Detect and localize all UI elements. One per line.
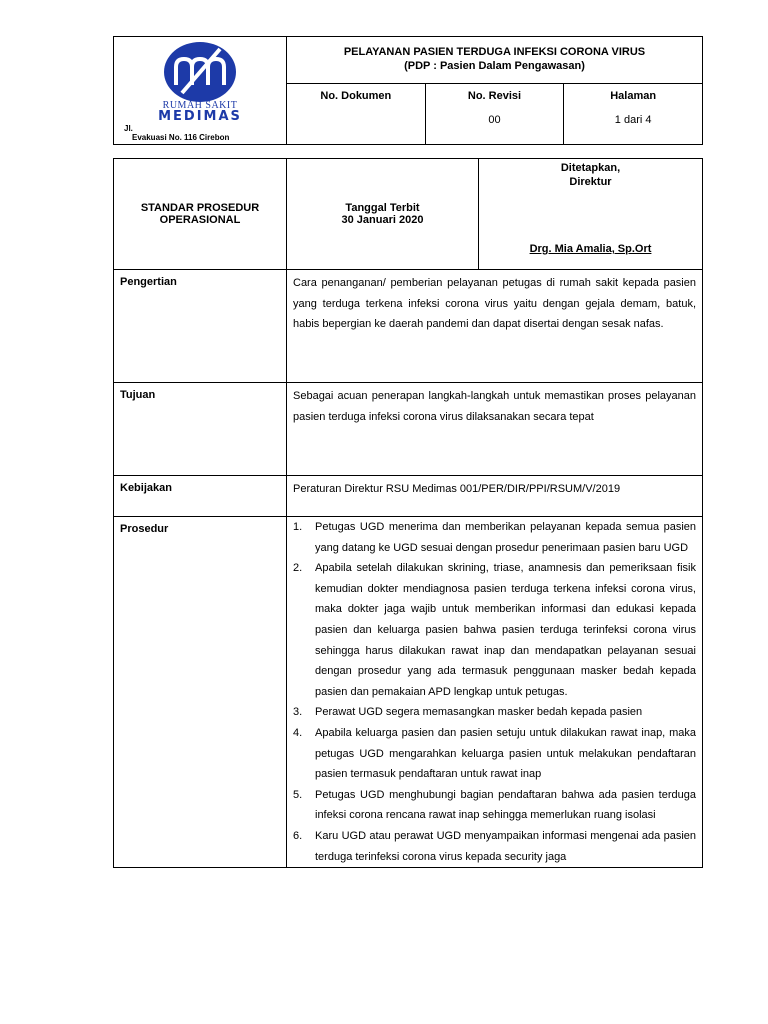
title-line1: PELAYANAN PASIEN TERDUGA INFEKSI CORONA VIRUS	[343, 46, 646, 58]
halaman-label: Halaman	[610, 90, 657, 102]
no-revisi-cell	[425, 84, 564, 145]
list-item: 4. Apabila keluarga pasien dan pasien setuju untuk dilakukan rawat inap, maka petugas UGD mengarahkan keluarga pasien untuk melakukan pendaftaran pasien termasuk pendaftaran untuk rawat inap	[293, 726, 696, 781]
hospital-logo-icon	[162, 41, 238, 103]
signer-name: Drg. Mia Amalia, Sp.Ort	[529, 243, 652, 255]
sop-type-line1: STANDAR PROSEDUR	[140, 202, 260, 214]
kebijakan-label: Kebijakan	[114, 476, 287, 517]
no-revisi-label: No. Revisi	[467, 90, 522, 102]
pengertian-text: Cara penanganan/ pemberian pelayanan petugas di rumah sakit kepada pasien yang terduga terkena infeksi corona virus yaitu dengan gejala demam, batuk, habis bepergian ke daerah pandemi dan dapat disertai dengan sesak nafas.	[287, 270, 703, 383]
no-revisi-value: 00	[488, 114, 501, 126]
hospital-brand: MEDIMAS	[158, 109, 242, 124]
sop-table	[113, 158, 703, 868]
sop-type-cell	[114, 159, 287, 270]
address-jl: Jl.	[124, 124, 133, 133]
prosedur-cell	[287, 517, 703, 868]
terbit-date: 30 Januari 2020	[341, 214, 424, 226]
list-item: 6. Karu UGD atau perawat UGD menyampaikan informasi mengenai ada pasien terduga terinfeksi corona virus kepada security jaga	[293, 829, 696, 863]
terbit-label: Tanggal Terbit	[345, 202, 420, 214]
title-line2: (PDP : Pasien Dalam Pengawasan)	[404, 60, 585, 72]
no-dokumen-label: No. Dokumen	[320, 90, 392, 102]
prosedur-label: Prosedur	[114, 517, 287, 868]
list-item: 1. Petugas UGD menerima dan memberikan pelayanan kepada semua pasien yang datang ke UGD sesuai dengan prosedur penerimaan pasien baru UGD	[293, 521, 696, 554]
kebijakan-text: Peraturan Direktur RSU Medimas 001/PER/DIR/PPI/RSUM/V/2019	[287, 476, 703, 517]
logo-cell	[114, 37, 287, 145]
header-table	[113, 36, 703, 145]
prosedur-list	[293, 517, 696, 867]
address-line: Evakuasi No. 116 Cirebon	[132, 133, 230, 142]
list-item: 2. Apabila setelah dilakukan skrining, triase, anamnesis dan pemeriksaan fisik kemudian dokter mendiagnosa pasien terduga terkena infeksi corona virus, maka dokter jaga wajib untuk memberikan informasi dan edukasi kepada pasien dan keluarga pasien bahwa pasien terduga terinfeksi corona virus sehingga harus dilakukan rawat inap dan mendapatkan pelayanan sesuai dengan prosedur yang ada termasuk penggunaan masker bedah kepada pasien dan pemakaian APD lengkap untuk petugas.	[293, 562, 696, 698]
halaman-cell	[564, 84, 703, 145]
document-title	[287, 37, 703, 84]
tujuan-label: Tujuan	[114, 383, 287, 476]
list-item: 5. Petugas UGD menghubungi bagian pendaftaran bahwa ada pasien terduga infeksi corona rencana rawat inap sehingga memerlukan ruang isolasi	[293, 788, 696, 822]
hospital-name: RUMAH SAKIT	[162, 100, 238, 111]
ditetapkan-label: Ditetapkan,	[560, 162, 621, 174]
ditetapkan-cell	[479, 159, 703, 270]
list-item: 3. Perawat UGD segera memasangkan masker bedah kepada pasien	[293, 706, 643, 719]
terbit-cell	[287, 159, 479, 270]
sop-type-line2: OPERASIONAL	[159, 214, 241, 226]
halaman-value: 1 dari 4	[614, 114, 652, 126]
direktur-label: Direktur	[569, 176, 612, 188]
pengertian-label: Pengertian	[114, 270, 287, 383]
document-page	[113, 36, 703, 868]
no-dokumen-cell	[287, 84, 426, 145]
tujuan-text: Sebagai acuan penerapan langkah-langkah untuk memastikan proses pelayanan pasien terduga infeksi corona virus dilaksanakan secara tepat	[287, 383, 703, 476]
